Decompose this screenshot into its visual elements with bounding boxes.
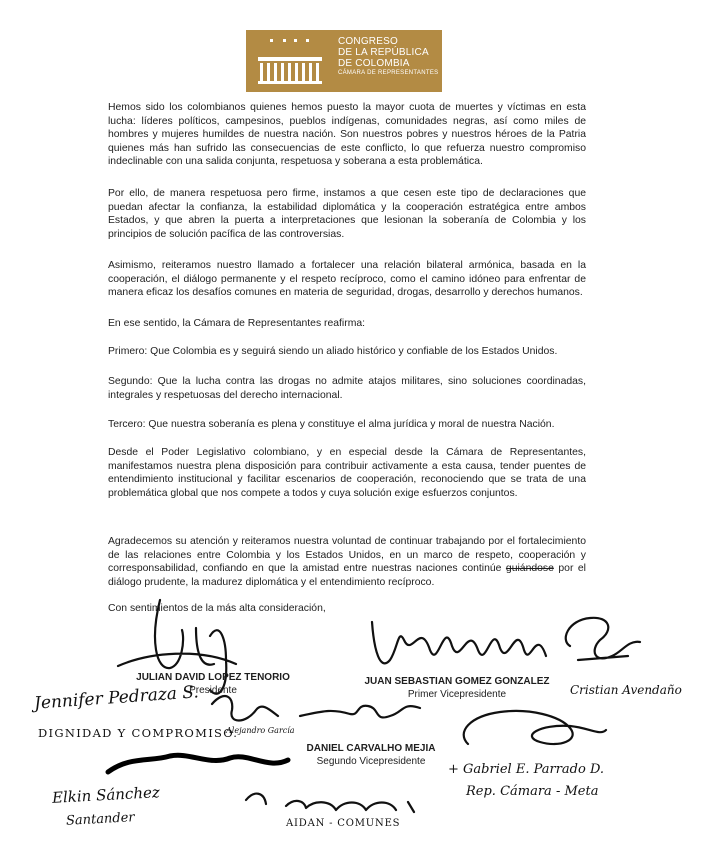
paragraph-legislative: Desde el Poder Legislativo colombiano, y en especial desde la Cámara de Representantes, manifestamos nuestra plena disposición para contribuir activamente a esta causa, tender puentes de entendimiento institucional y facilitar escenarios de cooperación, reconociendo que se trata de una problemática global que nos compete a todos y cuya solución exige esfuerzos conjuntos. bbox=[108, 447, 586, 499]
signature-aidan bbox=[246, 794, 414, 812]
letterhead-line: CONGRESO bbox=[338, 36, 398, 47]
signature-garcia bbox=[212, 696, 278, 720]
handwritten-avendano: Cristian Avendaño bbox=[570, 683, 682, 697]
signer-name-president: JULIAN DAVID LOPEZ TENORIO bbox=[136, 672, 290, 683]
paragraph-text: Agradecemos su atención y reiteramos nuestra voluntad de continuar trabajando por el fortalecimiento de las relaciones entre Colombia y los Estados Unidos, en un marco de respeto, cooperación y corresponsabilidad, confiando en que la amistad entre nuestras naciones continúe bbox=[108, 536, 586, 575]
letterhead-logo bbox=[246, 30, 442, 92]
paragraph-declarations: Por ello, de manera respetuosa pero firme, instamos a que cesen este tipo de declaraciones que puedan afectar la confianza, la estabilidad diplomática y la cooperación estratégica entre ambos Estados, y que abren la puerta a interpretaciones que lesionan la soberanía de Colombia y los principios de solución pacífica de las controversias. bbox=[108, 188, 586, 240]
signature-parrado bbox=[464, 711, 606, 744]
paragraph-text: por el diálogo prudente, la madurez diplomática y el entendimiento recíproco. bbox=[108, 563, 586, 588]
handwritten-comunes: AIDAN - COMUNES bbox=[286, 818, 401, 829]
signer-role-first-vp: Primer Vicepresidente bbox=[407, 689, 507, 700]
handwritten-parrado: + Gabriel E. Parrado D. bbox=[448, 762, 605, 777]
paragraph-victims: Hemos sido los colombianos quienes hemos puesto la mayor cuota de muertes y víctimas en esta lucha: líderes políticos, campesinos, pueblos indígenas, comunidades negras, así como miles de hombres y mujeres humildes de nuestra nación. Son nuestros pobres y nuestros héroes de la Patria quienes más han sufrido las consecuencias de este conflicto, lo que refuerza nuestro compromiso indeclinable con una salida conjunta, respetuosa y soberana a esta problemática. bbox=[108, 102, 586, 168]
signer-role-president: Presidente bbox=[189, 685, 237, 696]
letterhead-title bbox=[338, 36, 438, 77]
signature-gomez-gonzalez bbox=[372, 622, 546, 663]
signer-name-first-vp: JUAN SEBASTIAN GOMEZ GONZALEZ bbox=[364, 676, 550, 687]
letterhead-line: DE COLOMBIA bbox=[338, 58, 410, 69]
paragraph-third: Tercero: Que nuestra soberanía es plena y constituye el alma jurídica y moral de nuestra Nación. bbox=[108, 419, 555, 430]
paragraph-first: Primero: Que Colombia es y seguirá siendo un aliado histórico y confiable de los Estados Unidos. bbox=[108, 346, 558, 357]
signer-name-second-vp: DANIEL CARVALHO MEJIA bbox=[306, 743, 436, 754]
capitol-icon bbox=[256, 37, 324, 85]
handwritten-pedraza: Jennifer Pedraza S. bbox=[33, 682, 200, 714]
letterhead-line: DE LA REPÚBLICA bbox=[338, 47, 429, 58]
signature-redacted bbox=[108, 755, 288, 772]
signature-carvalho bbox=[300, 706, 420, 718]
handwritten-meta: Rep. Cámara - Meta bbox=[466, 784, 599, 799]
letterhead-subtitle: CÁMARA DE REPRESENTANTES bbox=[338, 70, 439, 76]
closing-line: Con sentimientos de la más alta consideración, bbox=[108, 603, 326, 614]
handwritten-dignidad: DIGNIDAD Y COMPROMISO. bbox=[38, 726, 239, 740]
handwritten-santander: Santander bbox=[65, 810, 135, 829]
signature-avendano bbox=[566, 618, 640, 660]
handwritten-sanchez: Elkin Sánchez bbox=[51, 783, 161, 807]
handwritten-garcia: Alejandro García bbox=[226, 726, 295, 735]
paragraph-gratitude bbox=[108, 535, 586, 589]
signer-role-second-vp: Segundo Vicepresidente bbox=[316, 756, 426, 767]
paragraph-relationship: Asimismo, reiteramos nuestro llamado a fortalecer una relación bilateral armónica, basada en la cooperación, el diálogo permanente y el respeto recíproco, como el camino idóneo para enfrentar de manera eficaz los desafíos comunes en materia de seguridad, drogas, desarrollo y derechos humanos. bbox=[108, 260, 586, 299]
paragraph-second: Segundo: Que la lucha contra las drogas no admite atajos militares, sino soluciones coordinadas, integrales y respetuosas del derecho internacional. bbox=[108, 376, 586, 401]
struck-word: guiándose bbox=[505, 563, 554, 575]
paragraph-reaffirm-intro: En ese sentido, la Cámara de Representantes reafirma: bbox=[108, 318, 366, 329]
